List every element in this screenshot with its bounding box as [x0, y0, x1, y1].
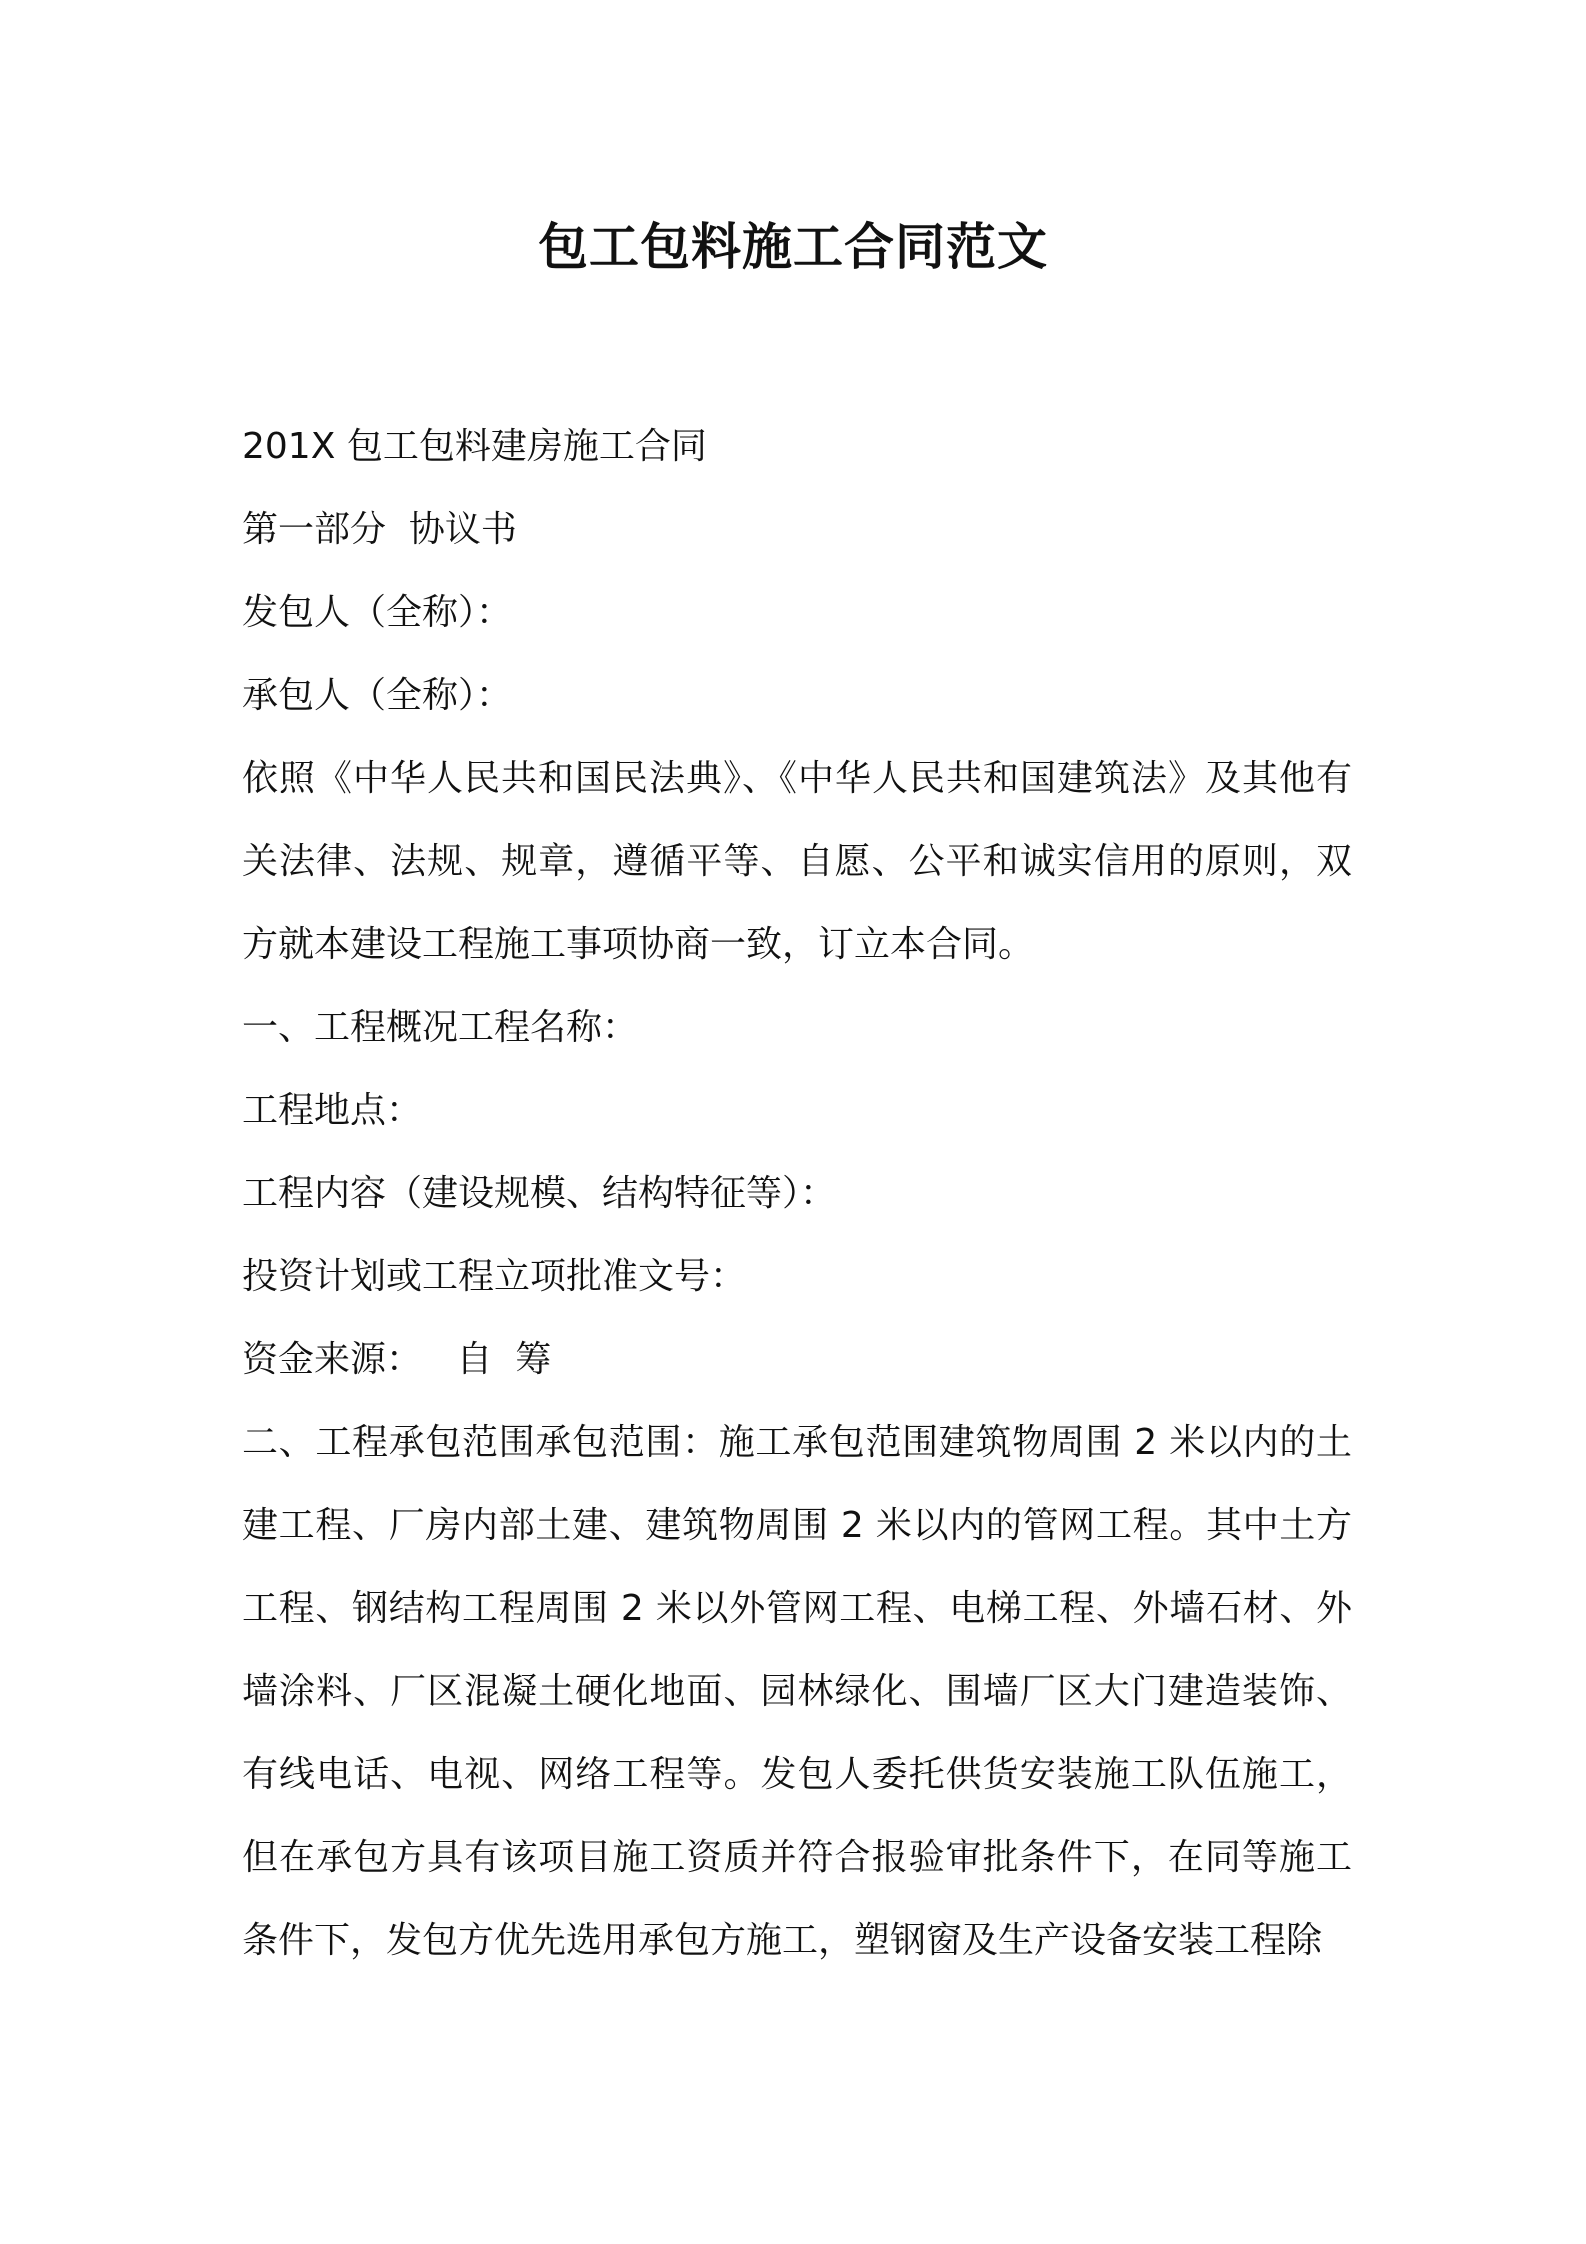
approval-line: 投资计划或工程立项批准文号：	[242, 1256, 747, 1297]
section-one-heading: 一、工程概况工程名称：	[242, 1007, 639, 1048]
contract-name-line: 201X 包工包料建房施工合同	[242, 426, 707, 467]
document-title: 包工包料施工合同范文	[538, 218, 1048, 276]
contractor-line: 承包人（全称）：	[242, 675, 513, 716]
employer-line: 发包人（全称）：	[242, 592, 513, 633]
funding-line: 资金来源： 自 筹	[242, 1339, 552, 1380]
document-body	[242, 405, 1352, 1982]
part-one-heading: 第一部分 协议书	[242, 509, 517, 550]
scope-content-line: 工程内容（建设规模、结构特征等）：	[242, 1173, 837, 1214]
section-two-paragraph: 二、工程承包范围承包范围：施工承包范围建筑物周围 2 米以内的土建工程、厂房内部土建、建筑物周围 2 米以内的管网工程。其中土方工程、钢结构工程周围 2 米以外管网工程、电梯工程、外墙石材、外墙涂料、厂区混凝土硬化地面、园林绿化、围墙厂区大门建造装饰、有线电话、电视、网络工程等。发包人委托供货安装施工队伍施工，但在承包方具有该项目施工资质并符合报验审批条件下，在同等施工条件下，发包方优先选用承包方施工，塑钢窗及生产设备安装工程除	[242, 1422, 1352, 1961]
location-line: 工程地点：	[242, 1090, 423, 1131]
preamble-paragraph: 依照《中华人民共和国民法典》、《中华人民共和国建筑法》及其他有关法律、法规、规章，遵循平等、自愿、公平和诚实信用的原则，双方就本建设工程施工事项协商一致，订立本合同。	[242, 758, 1352, 965]
